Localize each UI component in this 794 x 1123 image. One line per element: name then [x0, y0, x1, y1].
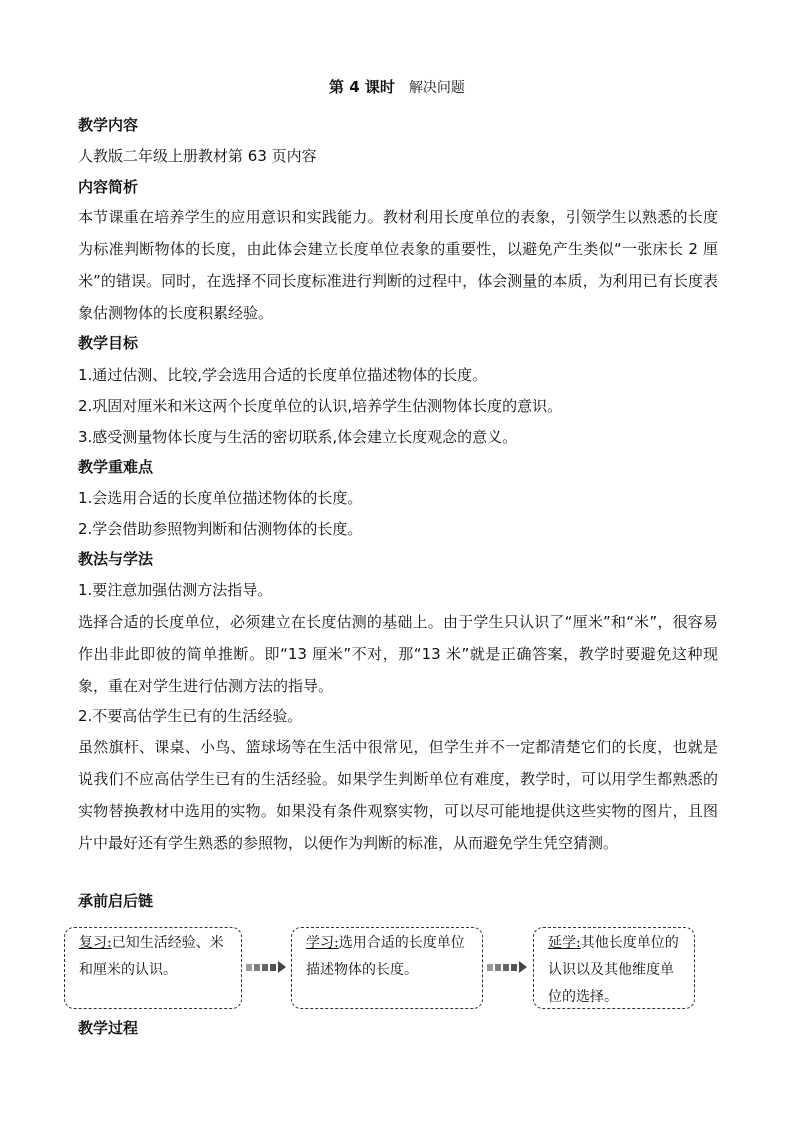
review-label: 复习:: [79, 935, 112, 951]
method1-title: 1.要注意加强估测方法指导。: [78, 581, 273, 599]
arrow-dot-icon: [270, 964, 276, 971]
arrow-dot-icon: [511, 964, 517, 971]
arrow-head-icon: [278, 961, 286, 973]
goals-heading: 教学目标: [78, 334, 139, 352]
arrow-dot-icon: [246, 964, 252, 971]
learn-label: 学习:: [306, 935, 339, 951]
chain-review-box: [64, 927, 242, 1009]
chain-arrow-2: [487, 961, 527, 973]
chain-learn-box: [291, 927, 483, 1009]
method1-text: 选择合适的长度单位，必须建立在长度估测的基础上。由于学生只认识了“厘米”和“米”，很容易作出非此即彼的简单推断。即“13 厘米”不对，那“13 米”就是正确答案，教学时要避免这种现象，重在对学生进行估测方法的指导。: [78, 613, 718, 695]
arrow-dot-icon: [495, 964, 501, 971]
arrow-head-icon: [519, 961, 527, 973]
method2-title: 2.不要高估学生已有的生活经验。: [78, 707, 303, 725]
goal-item: 2.巩固对厘米和米这两个长度单位的认识,培养学生估测物体长度的意识。: [78, 397, 563, 415]
methods-heading: 教法与学法: [78, 550, 154, 568]
keypoint-item: 2.学会借助参照物判断和估测物体的长度。: [78, 520, 363, 538]
summary-text: 本节课重在培养学生的应用意识和实践能力。教材利用长度单位的表象，引领学生以熟悉的长度为标准判断物体的长度，由此体会建立长度单位表象的重要性，以避免产生类似“一张床长 2 厘米”的错误。同时，在选择不同长度标准进行判断的过程中，体会测量的本质，为利用已有长度表象估测物体的长度积累经验。: [78, 208, 718, 322]
lesson-subtitle: 解决问题: [408, 80, 465, 96]
goal-item: 1.通过估测、比较,学会选用合适的长度单位描述物体的长度。: [78, 366, 488, 384]
lesson-title: [0, 76, 794, 99]
method2-text: 虽然旗杆、课桌、小鸟、篮球场等在生活中很常见，但学生并不一定都清楚它们的长度，也就是说我们不应高估学生已有的生活经验。如果学生判断单位有难度，教学时，可以用学生都熟悉的实物替换教材中选用的实物。如果没有条件观察实物，可以尽可能地提供这些实物的图片，且图片中最好还有学生熟悉的参照物，以便作为判断的标准，从而避免学生凭空猜测。: [78, 738, 718, 852]
summary-heading: 内容简析: [78, 178, 139, 196]
arrow-dot-icon: [254, 964, 260, 971]
arrow-dot-icon: [487, 964, 493, 971]
chain-arrow-1: [246, 961, 286, 973]
keypoint-item: 1.会选用合适的长度单位描述物体的长度。: [78, 489, 363, 507]
learn-text: 选用合适的长度单位描述物体的长度。: [306, 935, 465, 978]
review-text: 已知生活经验、米和厘米的认识。: [79, 935, 224, 978]
chain-heading: 承前启后链: [78, 892, 154, 910]
keypoints-heading: 教学重难点: [78, 458, 154, 476]
process-heading: 教学过程: [78, 1019, 139, 1037]
chain-extend-box: [533, 927, 695, 1009]
goal-item: 3.感受测量物体长度与生活的密切联系,体会建立长度观念的意义。: [78, 428, 518, 446]
arrow-dot-icon: [262, 964, 268, 971]
lesson-number: 第 4 课时: [329, 78, 395, 96]
arrow-dot-icon: [503, 964, 509, 971]
extend-text: 其他长度单位的认识以及其他维度单位的选择。: [548, 935, 679, 1005]
extend-label: 延学:: [548, 935, 581, 951]
content-heading: 教学内容: [78, 116, 139, 134]
content-text: 人教版二年级上册教材第 63 页内容: [78, 147, 317, 165]
